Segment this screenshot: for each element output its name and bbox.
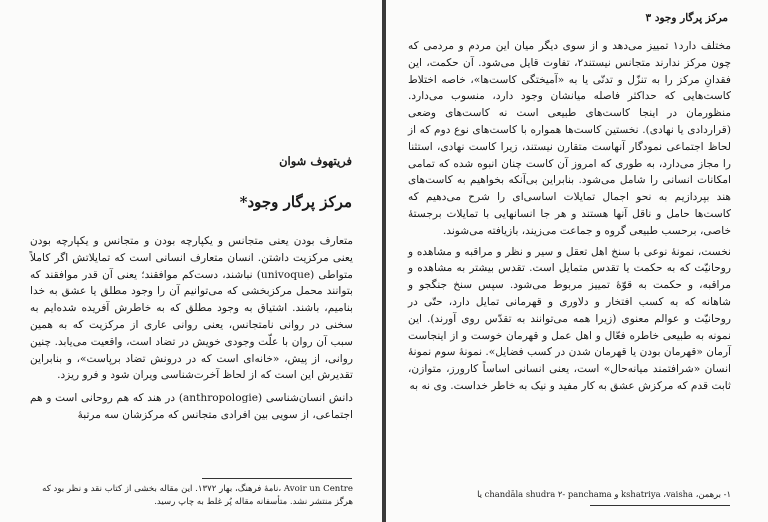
left-page <box>0 0 382 522</box>
right-page <box>386 0 768 522</box>
footnote-divider <box>202 478 352 479</box>
left-footnote: Avoir un Centre ،نامهٔ فرهنگ، بهار ۱۳۷۲. این مقاله بخشی از کتاب نقد و نظر بود که هرگز منتشر نشد. متأسفانه مقاله پُر غلط به چاپ رسید. <box>42 484 353 507</box>
right-paragraph-2: نخست، نمونهٔ نوعی با سنخ اهل تعقل و سیر و نظر و مراقبه و مشاهده و روحانیّت که به حکمت یا تقدس متمایل است. تقدس بیشتر به مشاهده و مراقبه، و حکمت به قوّهٔ تمییز مربوط می‌شود. سپس سنخ جنگجو و شاهانه که به کسب افتخار و دلاوری و قهرمانی تمایل دارد، حتّی در روحانیّت و عوالم معنوی (زیرا همه می‌توانند به تقدّس روی آورند). این نمونه به طبیعی خاطره فعّال و اهل عمل و قهرمان خوست و از اینجاست آرمان «قهرمان بودن یا قهرمان شدن در کسب فضایل». نمونهٔ سوم نمونهٔ انسان «شرافتمند میانه‌حال» است، یعنی انسانی اساساً کارورز، متوازن، ثابت قدم که مرکزش عشق به کار مفید و نیک به خاطر خداست. وی نه به <box>408 245 731 392</box>
right-paragraph-1: مختلف دارد۱ تمییز می‌دهد و از سوی دیگر میان این مردم و مردمی که چون مرکز ندارند متجانس نیستند۲، تفاوت قایل می‌شود. آن حکمت، این فقدانِ مرکز را به تنزّل و تدنّی یا به «آمیختگی کاست‌ها»، خاصه اختلاط کاست‌هایی که حداکثر فاصله میانشان وجود دارد، منسوب می‌دارد. منظورمان در اینجا کاست‌های طبیعی است نه کاست‌های وضعی (قراردادی یا نهادی). نخستین کاست‌ها همواره با کاست‌های نوع دوم که از لحاظ اجتماعی نمودگار آنهاست متقارن نیستند، زیرا کاست نهادی، استثنا را مجاز می‌دارد، به طوری که امروز آن کاست چنان انبوه شده که تمامی امکانات انسانی را شامل می‌شود. بنابراین بی‌آنکه بخواهیم به کاست‌های هند بپردازیم به نحو اجمال تمایلات اساسی‌ای را شرح می‌دهیم که کاست‌ها حامل و ناقل آنها هستند و هر جا انسانهایی با تمایلات برجستهٔ خاصی، برحسب طبیعی گروه و جماعت می‌زیند، بازیافته می‌شوند. <box>408 40 732 237</box>
right-footnote: ۱- برهمن، kshatriya ،vaisha و chandāla shudra ۲- panchama یا <box>477 489 731 499</box>
left-paragraph-1: متعارف بودن یعنی متجانس و یکپارچه بودن و متجانس و یکپارچه بودن یعنی مرکزیت داشتن. انسان متعارف انسانی است که تمایلاتش اگر کاملاً متواطی (univoque) نباشند، دست‌کم موافقند؛ یعنی آن قدر موافقند که بتوانند محمل مرکزبخشی که می‌توانیم آن را وجود مطلق یا عشق به خدا بنامیم، باشند. اشتیاق به وجود مطلق که به خاطرش آفریده شده‌ایم به سخنی در روانی نامتجانس، یعنی روانی عاری از مرکزیت که به همین سبب آن روان با علّت وجودی خویش در تضاد است، واقعیت می‌یابد. چنین روانی، از پیش، «خانه‌ای است که در درونش تضاد برپاست»، و بنابراین تقدیرش این است که از لحاظ آخرت‌شناسی ویران شود و فرو ریزد. <box>30 235 353 382</box>
article-title: مرکز پرگار وجود* <box>239 193 352 211</box>
right-body <box>408 38 731 395</box>
left-body <box>30 233 353 424</box>
running-header <box>418 12 728 28</box>
left-paragraph-2: دانش انسان‌شناسی (anthropologie) در هند که هم روحانی است و هم اجتماعی، از سویی بین افرادی متجانس که مرکزشان سه مرتبهٔ <box>30 392 354 421</box>
page-number: ۳ <box>645 12 652 24</box>
footnote-divider <box>590 505 730 506</box>
header-title: مرکز پرگار وجود <box>654 12 728 24</box>
author-name: فریتهوف شوان <box>279 154 352 168</box>
